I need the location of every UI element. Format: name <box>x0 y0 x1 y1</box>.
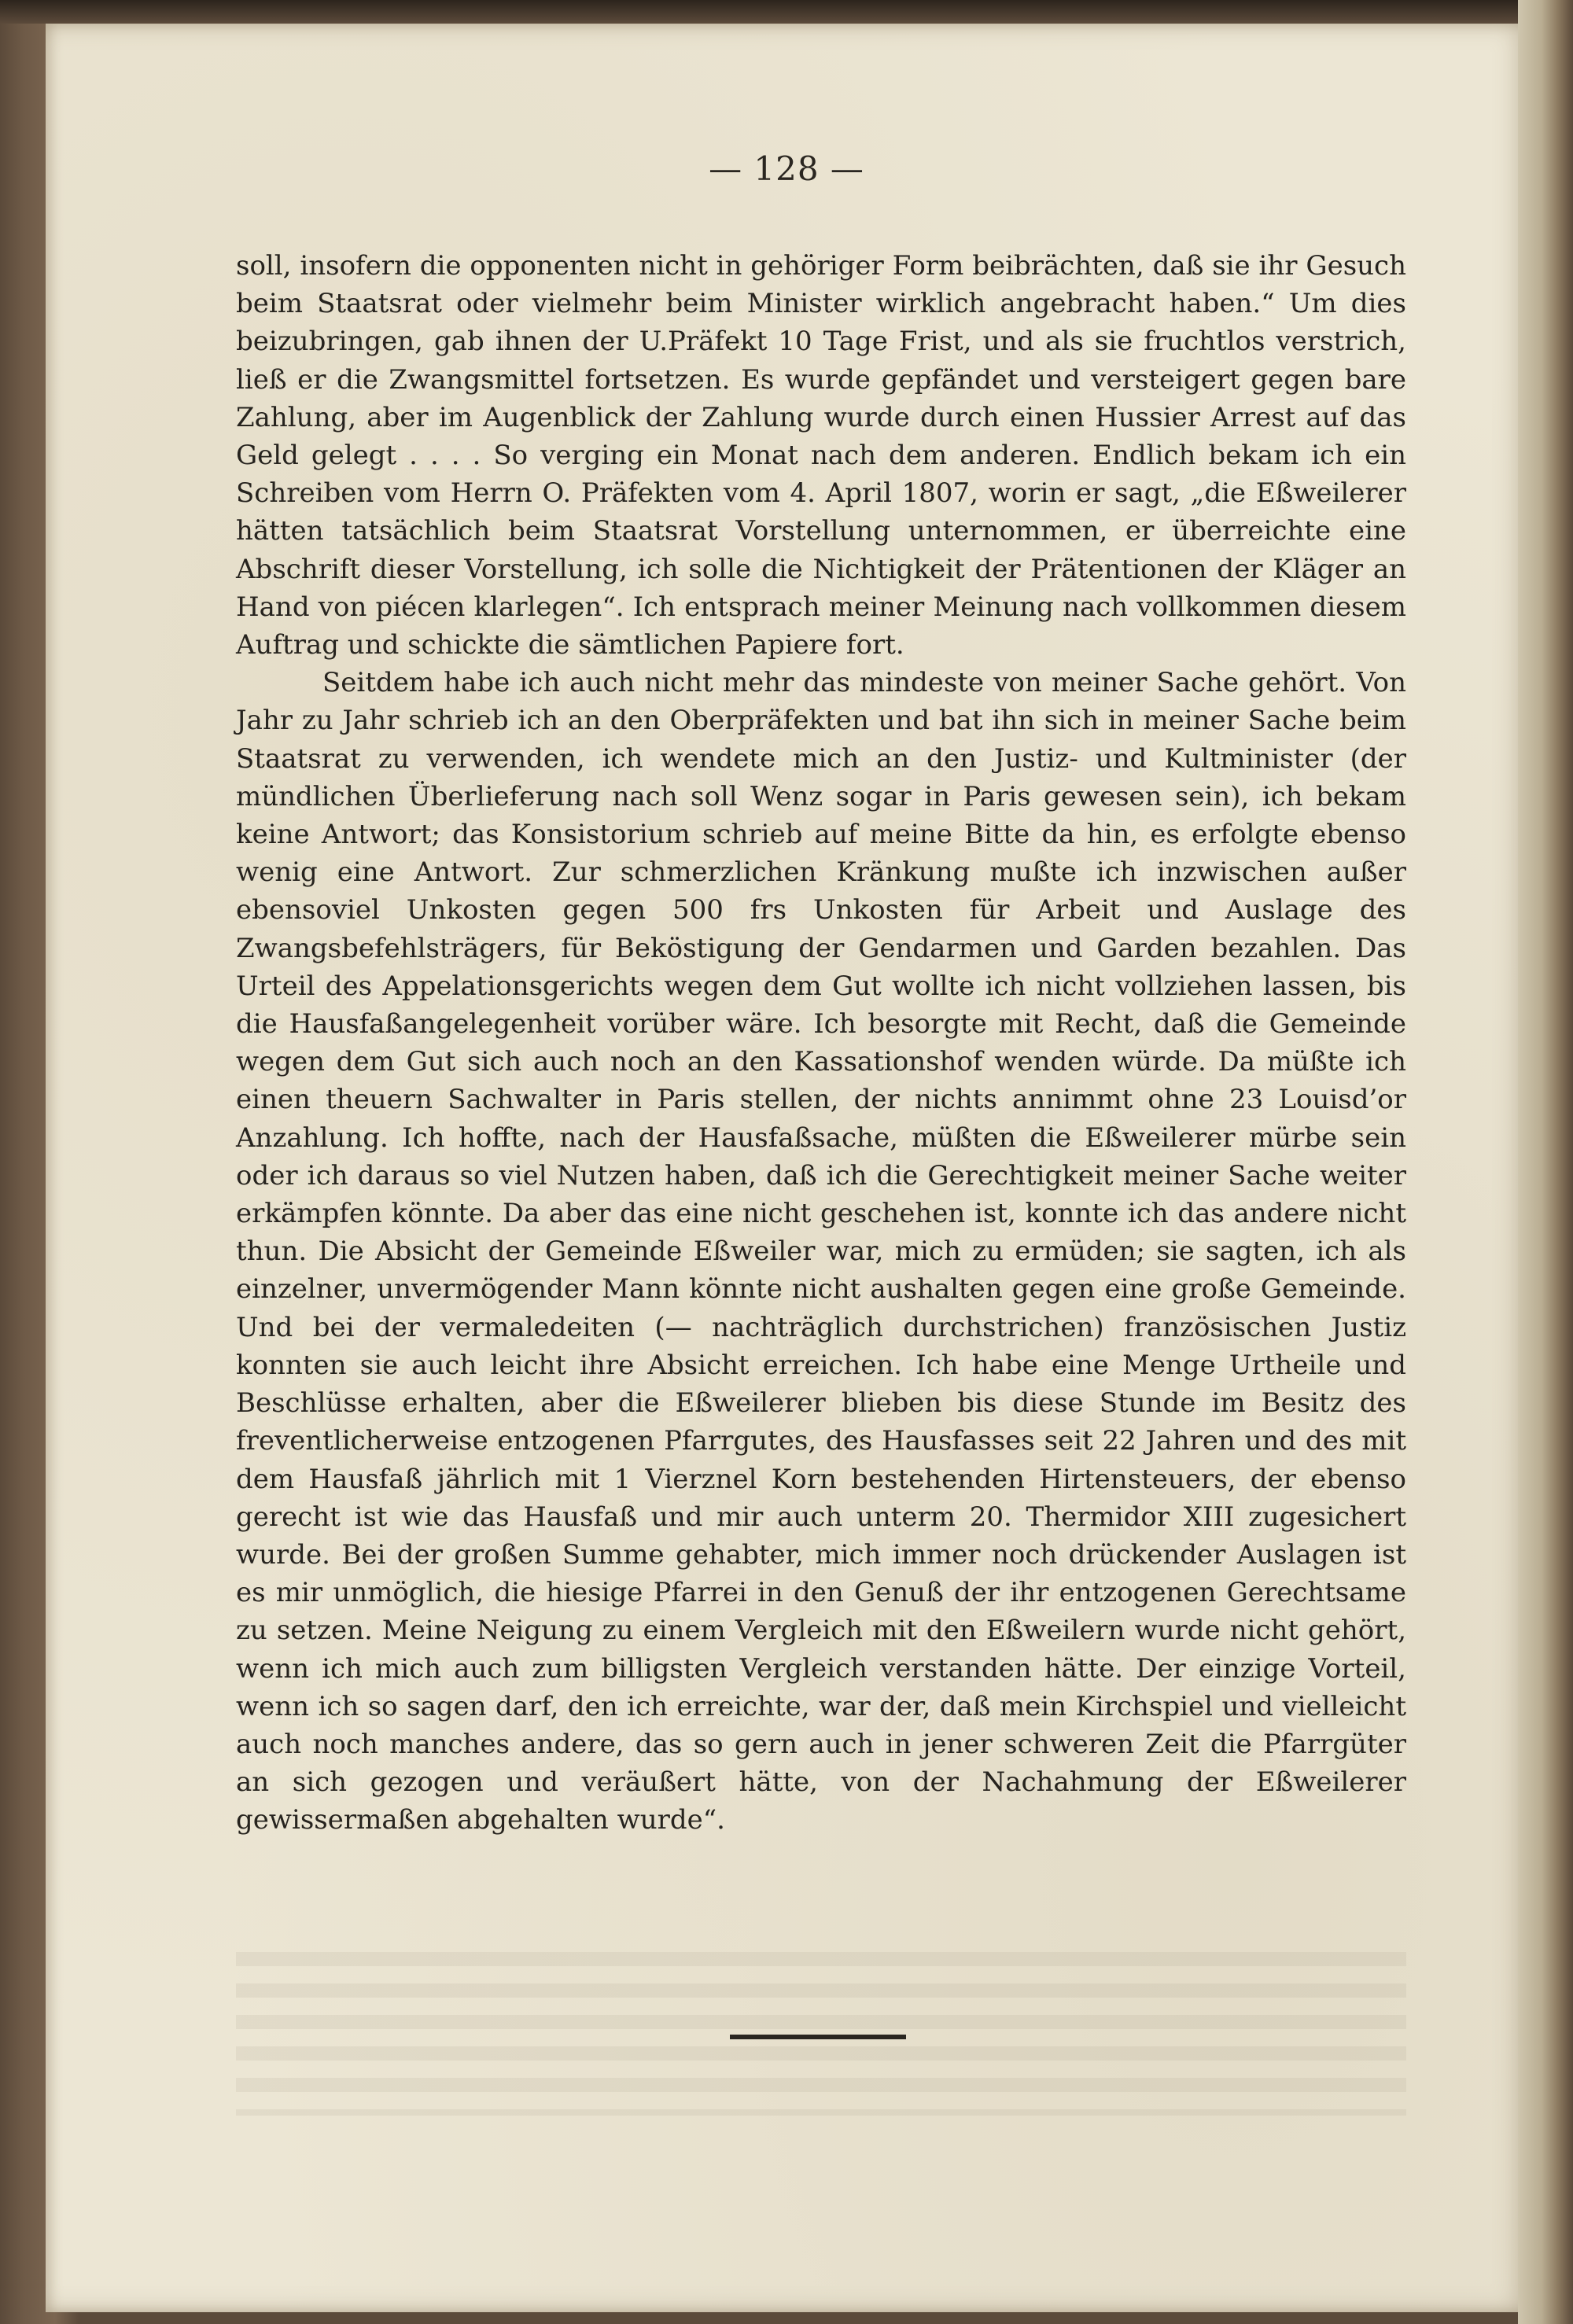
paragraph: Seitdem habe ich auch nicht mehr das mindeste von meiner Sache gehört. Von Jahr zu Jahr schrieb ich an den Oberpräfekten und bat ihn sich in meiner Sache beim Staatsrat zu verwenden, ich wendete mich an den Justiz- und Kultminister (der mündlichen Überlieferung nach soll Wenz sogar in Paris gewesen sein), ich bekam keine Antwort; das Konsistorium schrieb auf meine Bitte da hin, es erfolgte ebenso wenig eine Antwort. Zur schmerzlichen Kränkung mußte ich inzwischen außer ebensoviel Unkosten gegen 500 frs Unkosten für Arbeit und Auslage des Zwangsbefehlsträgers, für Beköstigung der Gendarmen und Garden bezahlen. Das Urteil des Appelationsgerichts wegen dem Gut wollte ich nicht vollziehen lassen, bis die Hausfaßangelegenheit vorüber wäre. Ich besorgte mit Recht, daß die Gemeinde wegen dem Gut sich auch noch an den Kassationshof wenden würde. Da müßte ich einen theuern Sachwalter in Paris stellen, der nichts annimmt ohne 23 Louisd’or Anzahlung. Ich hoffte, nach der Hausfaßsache, müßten die Eßweilerer mürbe sein oder ich daraus so viel Nutzen haben, daß ich die Gerechtigkeit meiner Sache weiter erkämpfen könnte. Da aber das eine nicht geschehen ist, konnte ich das andere nicht thun. Die Absicht der Gemeinde Eßweiler war, mich zu ermüden; sie sagten, ich als einzelner, unvermögender Mann könnte nicht aushalten gegen eine große Gemeinde. Und bei der vermaledeiten (— nachträglich durchstrichen) französischen Justiz konnten sie auch leicht ihre Absicht erreichen. Ich habe eine Menge Urtheile und Beschlüsse erhalten, aber die Eßweilerer blieben bis diese Stunde im Besitz des freventlicherweise entzogenen Pfarrgutes, des Hausfasses seit 22 Jahren und des mit dem Hausfaß jährlich mit 1 Vierznel Korn bestehenden Hirtensteuers, der ebenso gerecht ist wie das Hausfaß und mir auch unterm 20. Thermidor XIII zugesichert wurde. Bei der großen Summe gehabter, mich immer noch drückender Auslagen ist es mir unmöglich, die hiesige Pfarrei in den Genuß der ihr entzogenen Gerechtsame zu setzen. Meine Neigung zu einem Vergleich mit den Eßweilern wurde nicht gehört, wenn ich mich auch zum billigsten Vergleich verstanden hätte. Der einzige Vorteil, wenn ich so sagen darf, den ich erreichte, war der, daß mein Kirchspiel und vielleicht auch noch manches andere, das so gern auch in jener schweren Zeit die Pfarrgüter an sich gezogen und veräußert hätte, von der Nachahmung der Eßweilerer gewissermaßen abgehalten wurde“. <box>236 667 1406 1836</box>
page-edge <box>1518 0 1573 2324</box>
top-edge <box>0 0 1573 24</box>
body-text <box>236 247 1406 1840</box>
bleed-through <box>236 1935 1406 2116</box>
paragraph: soll, insofern die opponenten nicht in gehöriger Form beibrächten, daß sie ihr Gesuch beim Staatsrat oder vielmehr beim Minister wirklich angebracht haben.“ Um dies beizubringen, gab ihnen der U.Präfekt 10 Tage Frist, und als sie fruchtlos verstrich, ließ er die Zwangsmittel fortsetzen. Es wurde gepfändet und versteigert gegen bare Zahlung, aber im Augenblick der Zahlung wurde durch einen Hussier Arrest auf das Geld gelegt . . . . So verging ein Monat nach dem anderen. Endlich bekam ich ein Schreiben vom Herrn O. Präfekten vom 4. April 1807, worin er sagt, „die Eßweilerer hätten tatsächlich beim Staatsrat Vorstellung unternommen, er überreichte eine Abschrift dieser Vorstellung, ich solle die Nichtigkeit der Prätentionen der Kläger an Hand von piécen klarlegen“. Ich entsprach meiner Meinung nach vollkommen diesem Auftrag und schickte die sämtlichen Papiere fort. <box>236 250 1406 661</box>
section-separator <box>730 2035 906 2039</box>
page-number: — 128 — <box>709 149 864 188</box>
